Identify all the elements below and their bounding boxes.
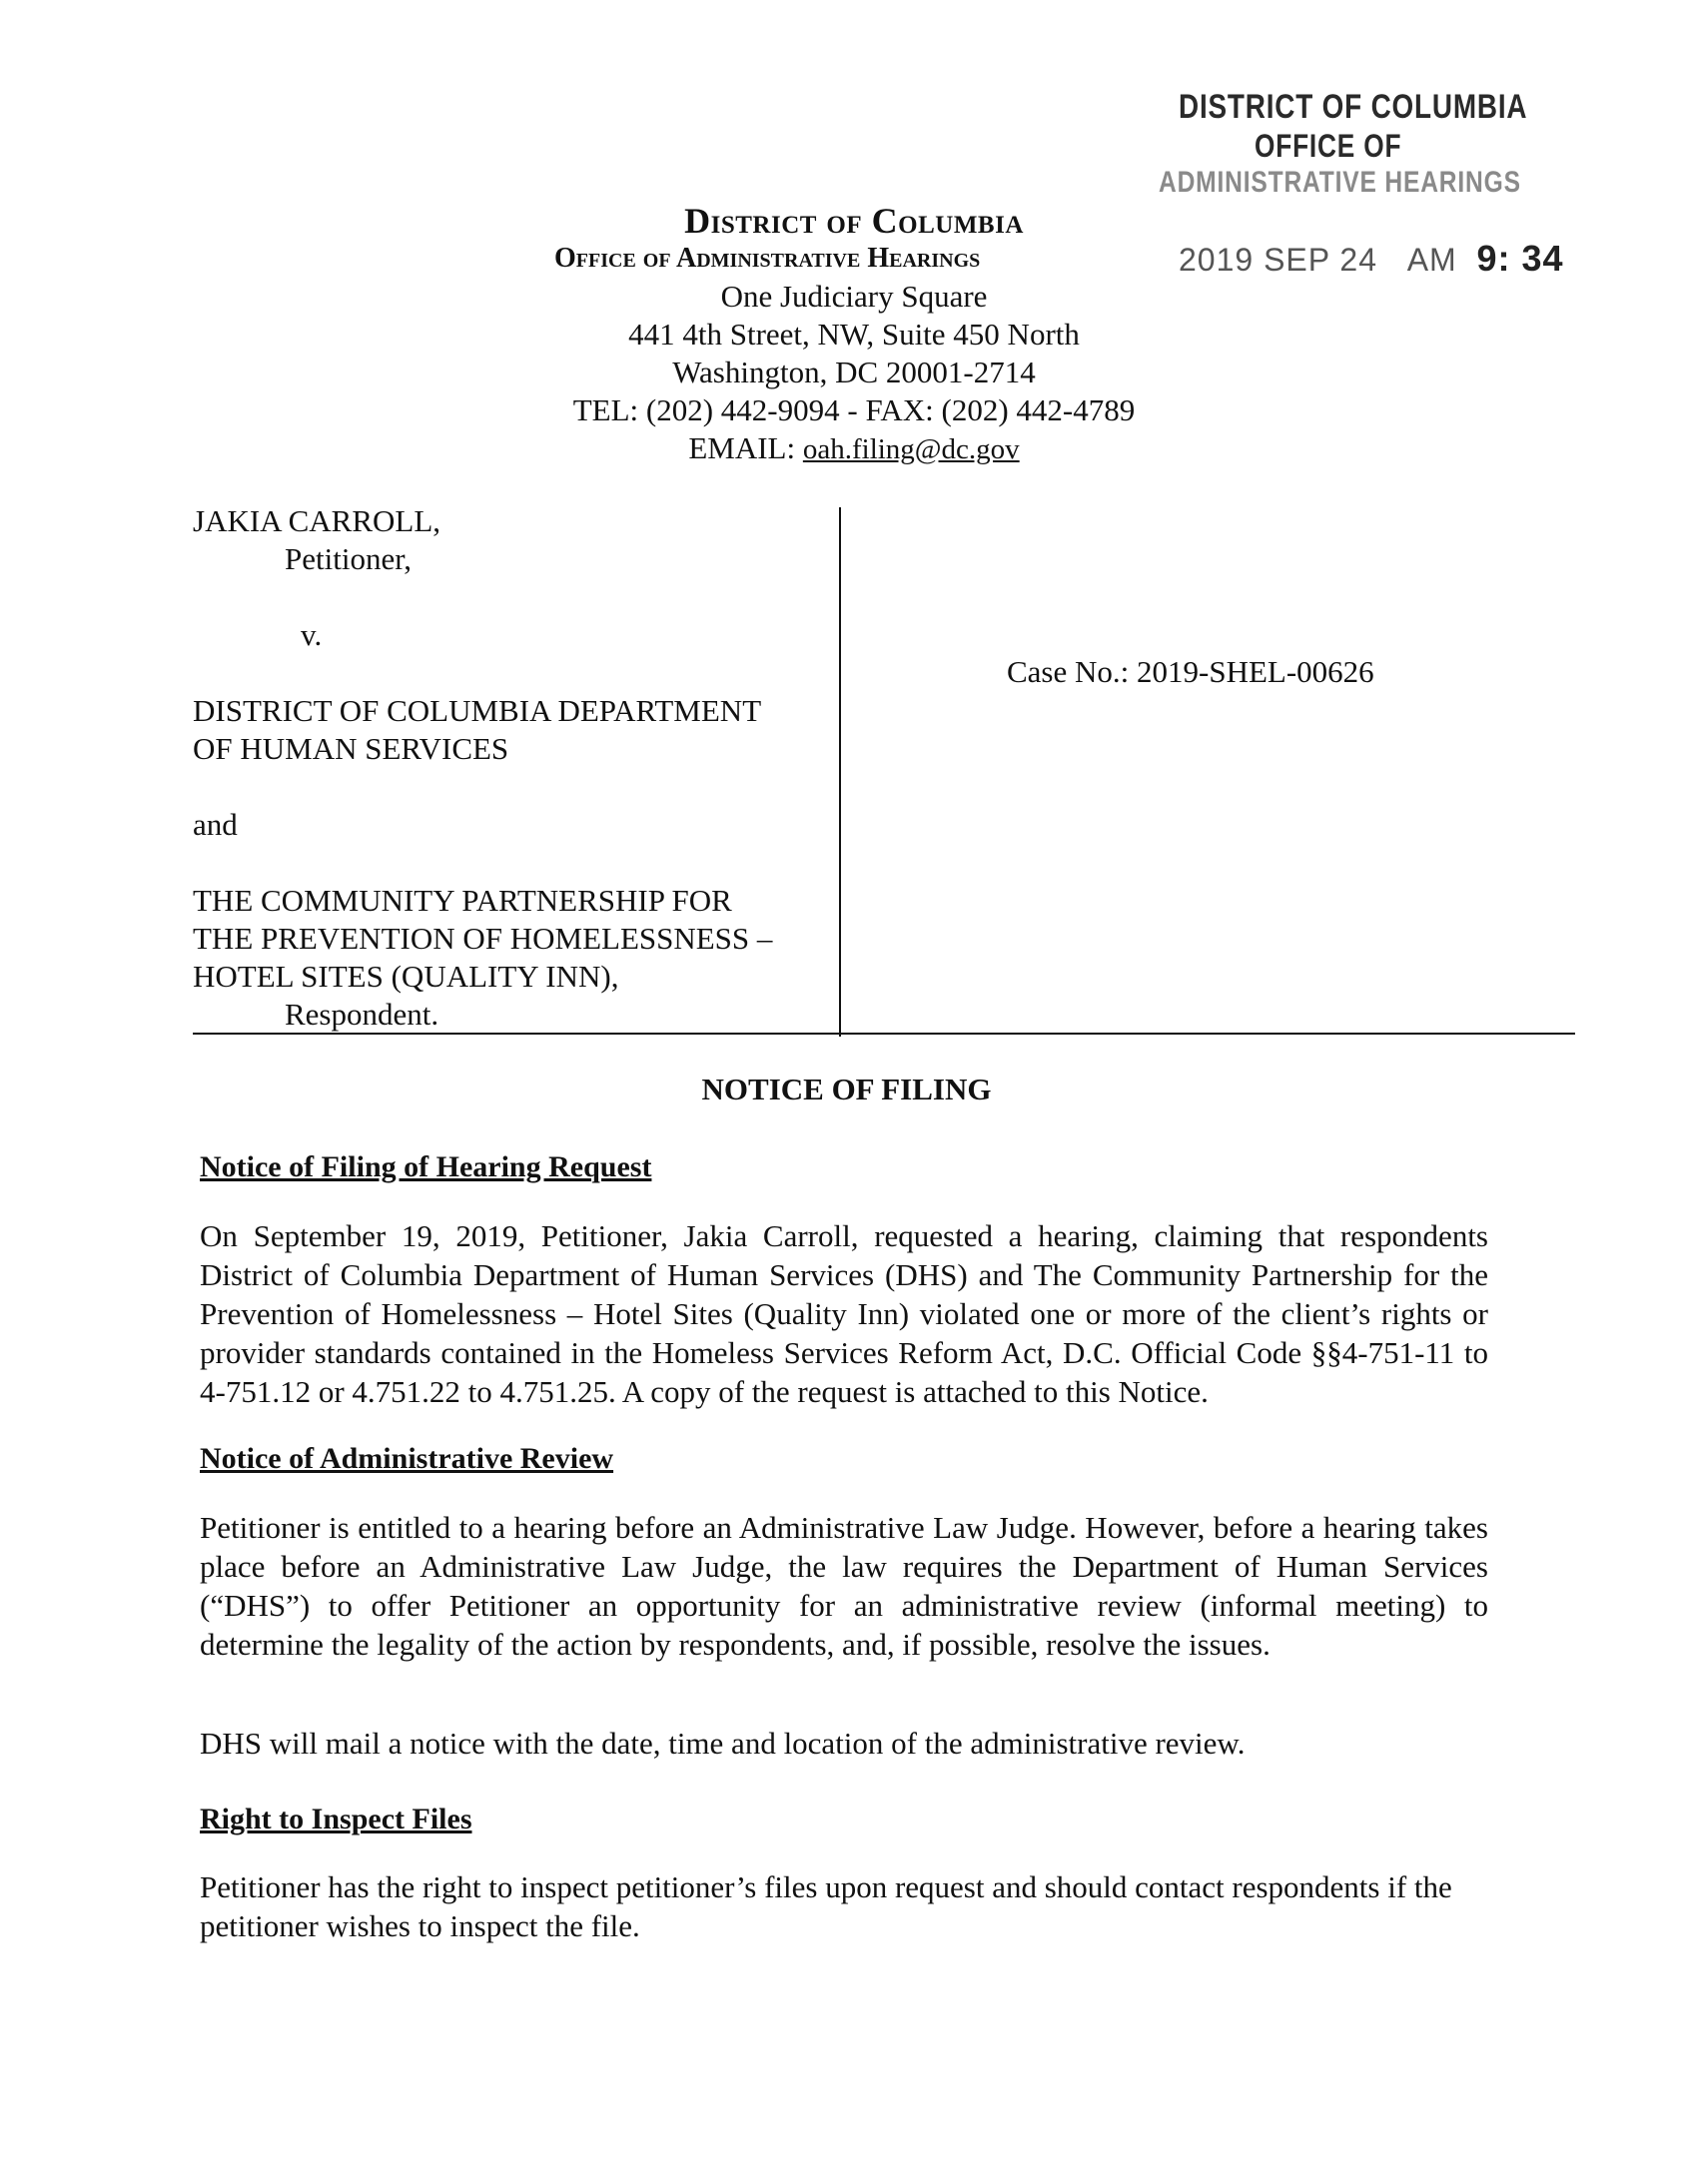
and-conjunction: and — [193, 807, 238, 842]
stamp-time: 9: 34 — [1476, 238, 1564, 279]
section-paragraph-hearing-request: On September 19, 2019, Petitioner, Jakia Carroll, requested a hearing, claiming that respondents District of Columbia Department of Human Services (DHS) and The Community Partnership for the Prevention of Homelessness – Hotel Sites (Quality Inn) violated one or more of the client’s rights or provider standards contained in the Homeless Services Reform Act, D.C. Official Code §§4-751-11 to 4-751.12 or 4.751.22 to 4.751.25. A copy of the request is attached to this Notice. — [200, 1218, 1488, 1409]
caption-divider-vertical — [839, 507, 841, 1037]
section-heading-inspect-files: Right to Inspect Files — [200, 1803, 472, 1835]
respondent-2-line-1: THE COMMUNITY PARTNERSHIP FOR — [193, 883, 732, 918]
petitioner-name: JAKIA CARROLL, — [193, 503, 441, 538]
versus: v. — [301, 617, 323, 652]
case-number: Case No.: 2019-SHEL-00626 — [1007, 654, 1374, 689]
agency-name: District of Columbia — [684, 201, 1024, 241]
section-paragraph-dhs-notice: DHS will mail a notice with the date, time and location of the administrative review. — [200, 1726, 1246, 1761]
stamp-line-2: OFFICE OF — [1255, 128, 1402, 164]
office-name: Office of Administrative Hearings — [554, 243, 981, 274]
section-paragraph-inspect-files: Petitioner has the right to inspect petitioner’s files upon request and should contact respondents if the petitioner wishes to inspect the file. — [200, 1869, 1452, 1943]
respondent-1-line-1: DISTRICT OF COLUMBIA DEPARTMENT — [193, 693, 762, 728]
email-label: EMAIL: — [688, 430, 803, 465]
address-line-3: Washington, DC 20001-2714 — [672, 355, 1036, 389]
stamp-date: 2019 SEP 24 — [1179, 242, 1378, 278]
email-link[interactable]: oah.filing@dc.gov — [802, 433, 1020, 465]
address-line-2: 441 4th Street, NW, Suite 450 North — [628, 317, 1080, 352]
petitioner-role: Petitioner, — [285, 541, 413, 576]
stamp-line-3: ADMINISTRATIVE HEARINGS — [1159, 166, 1521, 199]
respondent-2-line-2: THE PREVENTION OF HOMELESSNESS – — [193, 921, 773, 956]
stamp-line-1: DISTRICT OF COLUMBIA — [1179, 88, 1528, 126]
address-line-1: One Judiciary Square — [720, 279, 988, 314]
respondent-2-line-3: HOTEL SITES (QUALITY INN), — [193, 959, 619, 994]
case-caption — [193, 502, 772, 1034]
respondent-role: Respondent. — [285, 997, 439, 1032]
section-heading-administrative-review: Notice of Administrative Review — [200, 1442, 614, 1475]
caption-divider-horizontal — [193, 1033, 1575, 1035]
document-title: NOTICE OF FILING — [701, 1072, 992, 1106]
section-heading-hearing-request: Notice of Filing of Hearing Request — [200, 1150, 652, 1183]
letterhead — [429, 202, 1278, 468]
section-paragraph-administrative-review: Petitioner is entitled to a hearing before an Administrative Law Judge. However, before a hearing takes place before an Administrative Law Judge, the law requires the Department of Human Services (“DHS”) to offer Petitioner an opportunity for an administrative review (informal meeting) to determine the legality of the action by respondents, and, if possible, resolve the issues. — [200, 1510, 1488, 1662]
phone-fax: TEL: (202) 442-9094 - FAX: (202) 442-4789 — [572, 392, 1136, 427]
email-line — [429, 429, 1278, 468]
stamp-time-prefix: AM — [1406, 242, 1457, 278]
respondent-1-line-2: OF HUMAN SERVICES — [193, 731, 509, 766]
